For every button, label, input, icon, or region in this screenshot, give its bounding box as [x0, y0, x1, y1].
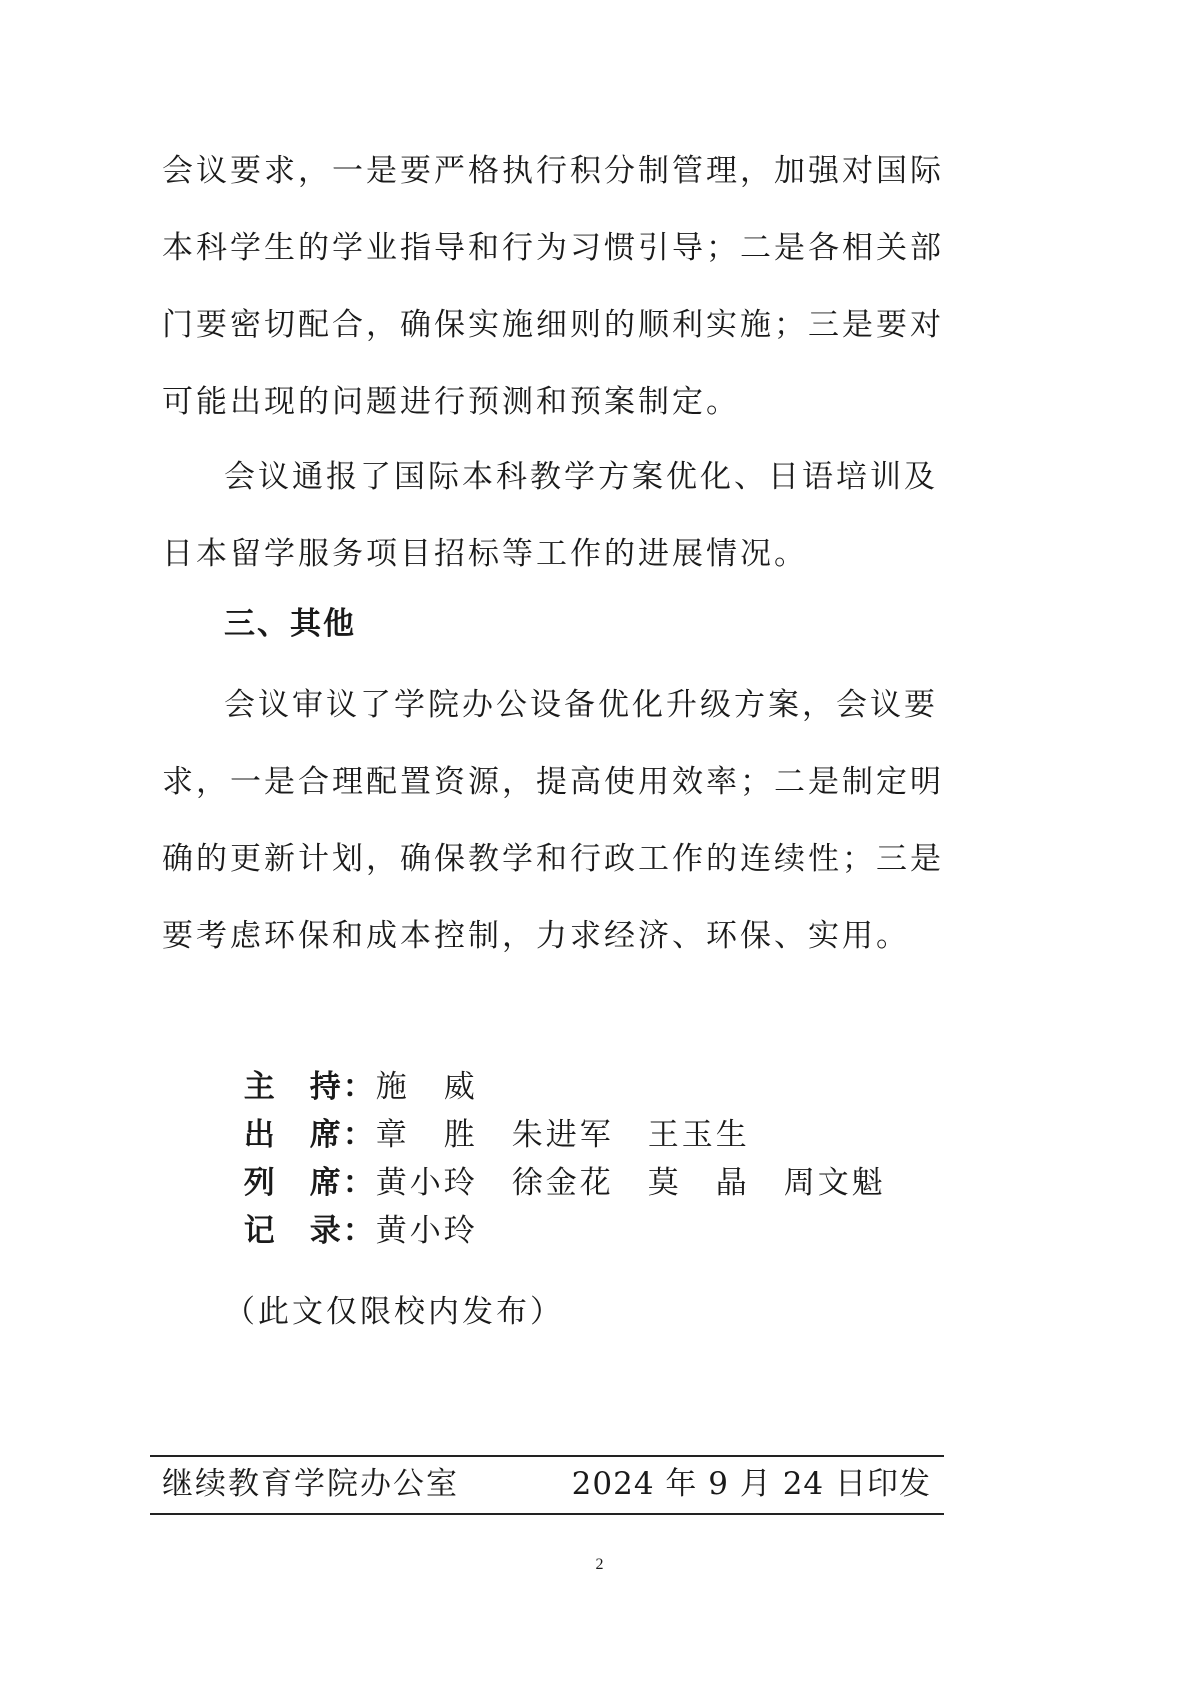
- attend-label: 列 席：: [243, 1165, 376, 1201]
- attendance-record-line: [224, 1159, 478, 1255]
- footer-office: 继续教育学院办公室: [162, 1466, 459, 1502]
- paragraph-equipment-upgrade: 会议审议了学院办公设备优化升级方案，会议要求，一是合理配置资源，提高使用效率；二是制定明确的更新计划，确保教学和行政工作的连续性；三是要考虑环保和成本控制，力求经济、环保、实用。: [162, 687, 944, 954]
- footer-date: 2024 年 9 月 24 日印发: [571, 1466, 931, 1502]
- footer-bottom-rule: [150, 1513, 944, 1515]
- record-label: 记 录：: [243, 1213, 376, 1249]
- paragraph-progress-report: 会议通报了国际本科教学方案优化、日语培训及日本留学服务项目招标等工作的进展情况。: [162, 459, 938, 572]
- host-value: 施 威: [375, 1069, 478, 1105]
- section-heading-other: 三、其他: [224, 606, 356, 642]
- host-label: 主 持：: [243, 1069, 376, 1105]
- page-number: 2: [595, 1556, 604, 1573]
- footer-top-rule: [150, 1455, 944, 1457]
- paragraph-requirements: 会议要求，一是要严格执行积分制管理，加强对国际本科学生的学业指导和行为习惯引导；二是各相关部门要密切配合，确保实施细则的顺利实施；三是要对可能出现的问题进行预测和预案制定。: [162, 153, 944, 420]
- distribution-note: （此文仅限校内发布）: [224, 1294, 564, 1330]
- record-value: 黄小玲: [375, 1213, 478, 1249]
- present-value: 章 胜 朱进军 王玉生: [375, 1117, 750, 1153]
- present-label: 出 席：: [243, 1117, 376, 1153]
- attend-value: 黄小玲 徐金花 莫 晶 周文魁: [375, 1165, 886, 1201]
